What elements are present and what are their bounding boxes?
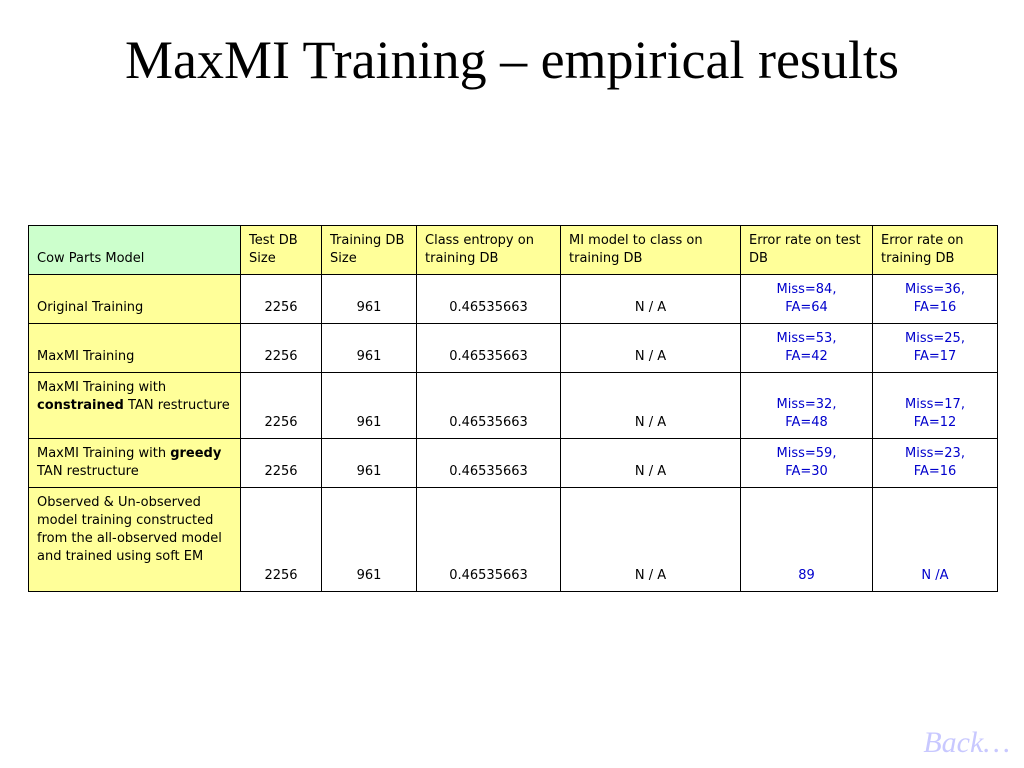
results-table <box>28 225 998 592</box>
error-training-cell <box>873 275 998 324</box>
error-test-miss: Miss=59, <box>776 446 837 461</box>
row-label <box>29 275 241 324</box>
test-db-size-cell: 2256 <box>241 488 322 592</box>
error-training-fa: FA=16 <box>913 464 957 479</box>
error-test-miss: Miss=84, <box>776 282 837 297</box>
row-label <box>29 324 241 373</box>
table-row <box>29 439 998 488</box>
column-header-error-test: Error rate on test DB <box>741 226 873 275</box>
error-training-miss: Miss=36, <box>905 282 965 297</box>
row-label-text: MaxMI Training <box>37 349 135 364</box>
error-test-cell <box>741 488 873 592</box>
error-training-fa: FA=16 <box>913 300 957 315</box>
error-training-miss: Miss=23, <box>905 446 965 461</box>
error-training-cell <box>873 373 998 439</box>
error-test-fa: FA=30 <box>785 464 828 479</box>
error-training-miss: Miss=17, <box>905 397 965 412</box>
error-test-value: 89 <box>798 568 815 583</box>
mi-model-cell: N / A <box>561 275 741 324</box>
row-label <box>29 373 241 439</box>
corner-header: Cow Parts Model <box>29 226 241 275</box>
class-entropy-cell: 0.46535663 <box>417 488 561 592</box>
error-test-fa: FA=64 <box>785 300 828 315</box>
row-label-text: MaxMI Training with <box>37 446 171 461</box>
class-entropy-cell: 0.46535663 <box>417 324 561 373</box>
error-training-cell <box>873 324 998 373</box>
training-db-size-cell: 961 <box>322 324 417 373</box>
back-link[interactable]: Back… <box>923 726 1010 759</box>
training-db-size-cell: 961 <box>322 275 417 324</box>
error-training-cell <box>873 488 998 592</box>
mi-model-cell: N / A <box>561 373 741 439</box>
error-test-miss: Miss=53, <box>776 331 837 346</box>
table-row <box>29 324 998 373</box>
error-test-fa: FA=42 <box>785 349 828 364</box>
error-test-cell <box>741 439 873 488</box>
mi-model-cell: N / A <box>561 439 741 488</box>
row-label-text: Original Training <box>37 300 144 315</box>
training-db-size-cell: 961 <box>322 373 417 439</box>
row-label-text: TAN restructure <box>37 464 139 479</box>
column-header-class-entropy: Class entropy on training DB <box>417 226 561 275</box>
column-header-mi-model: MI model to class on training DB <box>561 226 741 275</box>
row-label-text: TAN restructure <box>123 398 230 413</box>
error-training-cell <box>873 439 998 488</box>
row-label <box>29 439 241 488</box>
error-test-fa: FA=48 <box>785 415 828 430</box>
row-label-emphasis: constrained <box>37 398 124 413</box>
slide-title: MaxMI Training – empirical results <box>125 30 899 90</box>
error-test-miss: Miss=32, <box>776 397 837 412</box>
class-entropy-cell: 0.46535663 <box>417 439 561 488</box>
test-db-size-cell: 2256 <box>241 324 322 373</box>
error-training-value: N /A <box>921 568 949 583</box>
row-label-text: MaxMI Training with <box>37 380 167 395</box>
table-row <box>29 275 998 324</box>
table-row <box>29 488 998 592</box>
error-test-cell <box>741 373 873 439</box>
test-db-size-cell: 2256 <box>241 275 322 324</box>
column-header-test-db-size: Test DB Size <box>241 226 322 275</box>
error-training-miss: Miss=25, <box>905 331 965 346</box>
table-row <box>29 373 998 439</box>
error-training-fa: FA=17 <box>913 349 957 364</box>
column-header-error-training: Error rate on training DB <box>873 226 998 275</box>
class-entropy-cell: 0.46535663 <box>417 275 561 324</box>
test-db-size-cell: 2256 <box>241 373 322 439</box>
training-db-size-cell: 961 <box>322 488 417 592</box>
row-label <box>29 488 241 592</box>
class-entropy-cell: 0.46535663 <box>417 373 561 439</box>
training-db-size-cell: 961 <box>322 439 417 488</box>
mi-model-cell: N / A <box>561 324 741 373</box>
mi-model-cell: N / A <box>561 488 741 592</box>
test-db-size-cell: 2256 <box>241 439 322 488</box>
error-test-cell <box>741 324 873 373</box>
error-training-fa: FA=12 <box>913 415 957 430</box>
row-label-text: Observed & Un-observed model training constructed from the all-observed model and trained using soft EM <box>37 495 222 564</box>
column-header-training-db-size: Training DB Size <box>322 226 417 275</box>
error-test-cell <box>741 275 873 324</box>
row-label-emphasis: greedy <box>170 446 222 461</box>
header-row <box>29 226 998 275</box>
